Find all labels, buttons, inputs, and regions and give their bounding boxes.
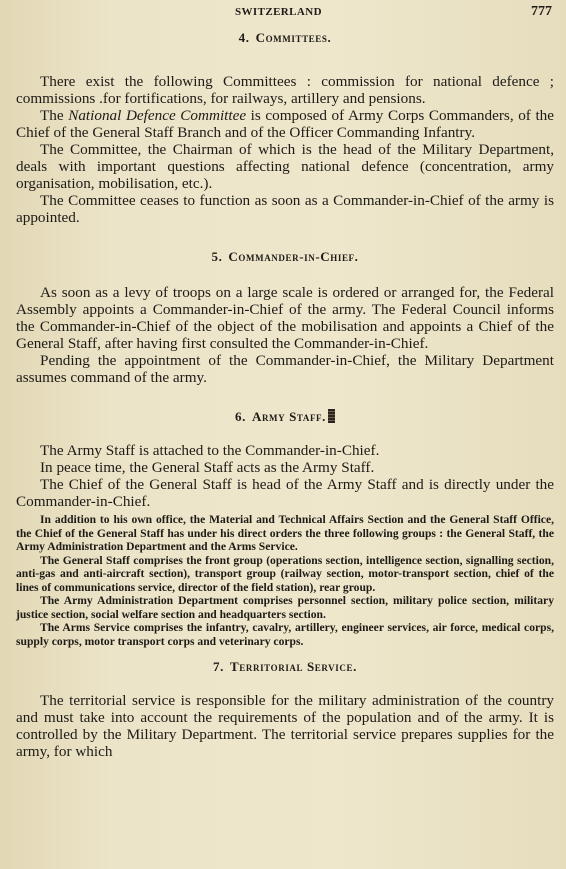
section-territorial-service xyxy=(16,659,554,760)
section-heading xyxy=(16,30,554,46)
section-commander-in-chief xyxy=(16,249,554,386)
paragraph: The Army Staff is attached to the Commander-in-Chief. xyxy=(40,442,380,459)
section-title: Committees. xyxy=(255,30,332,45)
paragraph: The Committee ceases to function as soon as a Commander-in-Chief of the army is appointed. xyxy=(16,192,554,226)
small-print-paragraph: In addition to his own office, the Material and Technical Affairs Section and the General Staff Office, the Chief of the General Staff has under his direct orders the three following groups : the General Staff, the Army Administration Department and the Arms Service. xyxy=(16,513,554,553)
section-title: Territorial Service. xyxy=(230,659,357,674)
paragraph-text: is composed of Army Corps Commanders, of the Chief of the General Staff Branch and of the Officer Commanding Infantry. xyxy=(16,107,554,141)
section-committees xyxy=(16,30,554,226)
page-content xyxy=(16,30,554,760)
paragraph: The territorial service is responsible for the military administration of the country and must take into account the requirements of the population and of the army. It is controlled by the Military Department. The territorial service prepares supplies for the army, for which xyxy=(16,692,554,760)
section-heading xyxy=(16,249,554,265)
section-number: 5. xyxy=(211,249,223,264)
running-title: SWITZERLAND xyxy=(235,6,322,18)
paragraph xyxy=(16,107,554,141)
section-heading xyxy=(16,659,554,675)
section-army-staff xyxy=(16,409,554,648)
running-head xyxy=(0,4,566,22)
paragraph: The Committee, the Chairman of which is the head of the Military Department, deals with important questions affecting national defence (concentration, army organisation, mobilisation, etc.). xyxy=(16,141,554,192)
paragraph: The Chief of the General Staff is head of the Army Staff and is directly under the Commander-in-Chief. xyxy=(16,476,554,510)
paragraph-text: The xyxy=(40,107,69,124)
paragraph: Pending the appointment of the Commander-in-Chief, the Military Department assumes command of the army. xyxy=(16,352,554,386)
section-title: Army Staff. xyxy=(251,409,326,424)
small-print-paragraph: The General Staff comprises the front group (operations section, intelligence section, signalling section, anti-gas and anti-aircraft section), transport group (railway section, motor-transport section, chief of the lines of communications service, director of the field station), rear group. xyxy=(16,553,554,594)
page-number: 777 xyxy=(531,4,552,19)
section-title: Commander-in-Chief. xyxy=(228,249,359,264)
section-number: 7. xyxy=(213,659,224,674)
section-number: 4. xyxy=(238,30,250,45)
paragraph: As soon as a levy of troops on a large scale is ordered or arranged for, the Federal Assembly appoints a Commander-in-Chief of the army. The Federal Council informs the Commander-in-Chief of the object of the mobilisation and appoints a Chief of the General Staff, after having first consulted the Commander-in-Chief. xyxy=(16,284,554,352)
section-heading xyxy=(16,409,554,425)
section-number: 6. xyxy=(235,409,246,424)
margin-marker-icon xyxy=(328,409,335,423)
small-print-paragraph: The Arms Service comprises the infantry, cavalry, artillery, engineer services, air force, medical corps, supply corps, motor transport corps and veterinary corps. xyxy=(16,621,554,648)
emphasis-text: National Defence Committee xyxy=(68,107,247,124)
paragraph: There exist the following Committees : commission for national defence ; commissions .for fortifications, for railways, artillery and pensions. xyxy=(16,73,554,107)
small-print-paragraph: The Army Administration Department comprises personnel section, military police section, military justice section, social welfare section and headquarters section. xyxy=(16,594,554,621)
paragraph: In peace time, the General Staff acts as the Army Staff. xyxy=(40,459,375,476)
